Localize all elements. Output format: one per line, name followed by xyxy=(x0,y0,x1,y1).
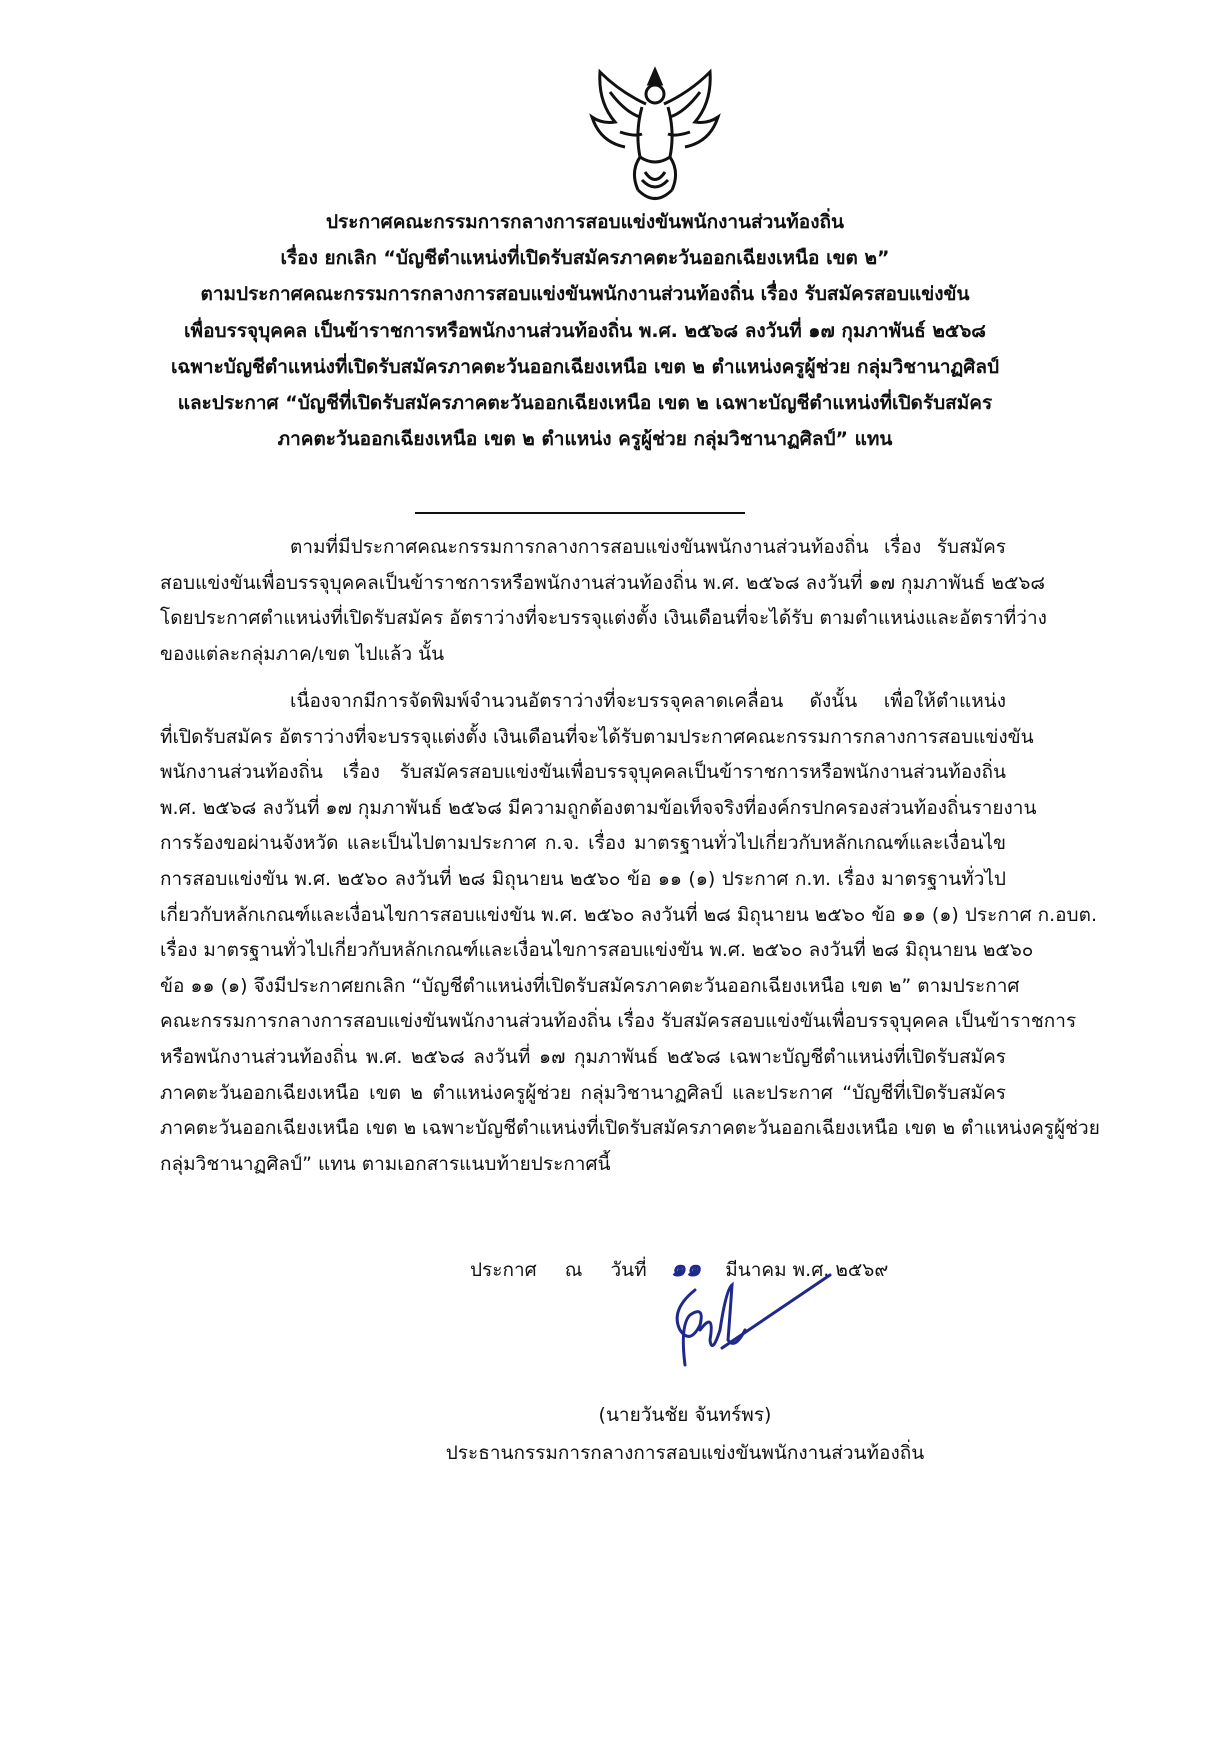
header-line: ตามประกาศคณะกรรมการกลางการสอบแข่งขันพนักงานส่วนท้องถิ่น เรื่อง รับสมัครสอบแข่งขัน xyxy=(200,283,970,306)
signer-name: (นายวันชัย จันทร์พร) xyxy=(598,1404,772,1426)
header-line: และประกาศ “บัญชีที่เปิดรับสมัครภาคตะวันออกเฉียงเหนือ เขต ๒ เฉพาะบัญชีตำแหน่งที่เปิดรับสมัคร xyxy=(177,392,993,415)
date-month-year: มีนาคม พ.ศ. ๒๕๖๙ xyxy=(725,1259,889,1281)
date-prefix: ประกาศ xyxy=(470,1259,537,1281)
header-line: ภาคตะวันออกเฉียงเหนือ เขต ๒ ตำแหน่ง ครูผู้ช่วย กลุ่มวิชานาฏศิลป์” แทน xyxy=(277,428,893,451)
garuda-emblem-icon xyxy=(580,62,730,212)
header-line: เพื่อบรรจุบุคคล เป็นข้าราชการหรือพนักงานส่วนท้องถิ่น พ.ศ. ๒๕๖๘ ลงวันที่ ๑๗ กุมภาพันธ์ ๒๕๖๘ xyxy=(184,319,986,342)
announcement-header xyxy=(140,204,1030,457)
body-line: สอบแข่งขันเพื่อบรรจุบุคคลเป็นข้าราชการหรือพนักงานส่วนท้องถิ่น พ.ศ. ๒๕๖๘ ลงวันที่ ๑๗ กุมภาพันธ์ ๒๕๖๘ xyxy=(160,571,1046,594)
body-line: การร้องขอผ่านจังหวัด และเป็นไปตามประกาศ ก.จ. เรื่อง มาตรฐานทั่วไปเกี่ยวกับหลักเกณฑ์และเงื่อนไข xyxy=(160,832,1006,855)
header-line: ประกาศคณะกรรมการกลางการสอบแข่งขันพนักงานส่วนท้องถิ่น xyxy=(325,211,844,233)
body-line: ภาคตะวันออกเฉียงเหนือ เขต ๒ เฉพาะบัญชีตำแหน่งที่เปิดรับสมัครภาคตะวันออกเฉียงเหนือ เขต ๒ ตำแหน่งครูผู้ช่วย xyxy=(160,1117,1100,1140)
header-divider xyxy=(415,512,745,514)
body-line: โดยประกาศตำแหน่งที่เปิดรับสมัคร อัตราว่างที่จะบรรจุแต่งตั้ง เงินเดือนที่จะได้รับ ตามตำแหน่งและอัตราที่ว่าง xyxy=(160,607,1047,630)
body-line: ที่เปิดรับสมัคร อัตราว่างที่จะบรรจุแต่งตั้ง เงินเดือนที่จะได้รับตามประกาศคณะกรรมการกลางการสอบแข่งขัน xyxy=(160,725,1034,748)
paragraph-2 xyxy=(160,684,1100,1182)
body-line: การสอบแข่งขัน พ.ศ. ๒๕๖๐ ลงวันที่ ๒๘ มิถุนายน ๒๕๖๐ ข้อ ๑๑ (๑) ประกาศ ก.ท. เรื่อง มาตรฐานทั่วไป xyxy=(160,867,1006,890)
date-at: ณ xyxy=(564,1259,583,1281)
body-line: หรือพนักงานส่วนท้องถิ่น พ.ศ. ๒๕๖๘ ลงวันที่ ๑๗ กุมภาพันธ์ ๒๕๖๘ เฉพาะบัญชีตำแหน่งที่เปิดรับสมัคร xyxy=(160,1045,1006,1068)
body-line: ของแต่ละกลุ่มภาค/เขต ไปแล้ว นั้น xyxy=(160,642,445,665)
date-day-label: วันที่ xyxy=(610,1259,647,1281)
body-line: คณะกรรมการกลางการสอบแข่งขันพนักงานส่วนท้องถิ่น เรื่อง รับสมัครสอบแข่งขันเพื่อบรรจุบุคคล เป็นข้าราชการ xyxy=(160,1010,1077,1033)
body-line: พ.ศ. ๒๕๖๘ ลงวันที่ ๑๗ กุมภาพันธ์ ๒๕๖๘ มีความถูกต้องตามข้อเท็จจริงที่องค์กรปกครองส่วนท้องถิ่นรายงาน xyxy=(160,796,1037,819)
body-line: ข้อ ๑๑ (๑) จึงมีประกาศยกเลิก “บัญชีตำแหน่งที่เปิดรับสมัครภาคตะวันออกเฉียงเหนือ เขต ๒” ตามประกาศ xyxy=(160,974,1020,997)
signature-icon xyxy=(660,1270,840,1380)
body-line: ภาคตะวันออกเฉียงเหนือ เขต ๒ ตำแหน่งครูผู้ช่วย กลุ่มวิชานาฏศิลป์ และประกาศ “บัญชีที่เปิดรับสมัคร xyxy=(160,1081,1006,1104)
date-day-handwritten: ๑๑ xyxy=(670,1254,702,1282)
body-line: เรื่อง มาตรฐานทั่วไปเกี่ยวกับหลักเกณฑ์และเงื่อนไขการสอบแข่งขัน พ.ศ. ๒๕๖๐ ลงวันที่ ๒๘ มิถุนายน ๒๕๖๐ xyxy=(160,939,1034,962)
body-line: เนื่องจากมีการจัดพิมพ์จำนวนอัตราว่างที่จะบรรจุคลาดเคลื่อน ดังนั้น เพื่อให้ตำแหน่ง xyxy=(290,690,1006,712)
body-line: พนักงานส่วนท้องถิ่น เรื่อง รับสมัครสอบแข่งขันเพื่อบรรจุบุคคลเป็นข้าราชการหรือพนักงานส่วนท้องถิ่น xyxy=(160,761,1006,784)
signer-title: ประธานกรรมการกลางการสอบแข่งขันพนักงานส่วนท้องถิ่น xyxy=(445,1442,925,1464)
header-line: เรื่อง ยกเลิก “บัญชีตำแหน่งที่เปิดรับสมัครภาคตะวันออกเฉียงเหนือ เขต ๒” xyxy=(280,247,890,270)
paragraph-1 xyxy=(160,530,1047,672)
body-line: เกี่ยวกับหลักเกณฑ์และเงื่อนไขการสอบแข่งขัน พ.ศ. ๒๕๖๐ ลงวันที่ ๒๘ มิถุนายน ๒๕๖๐ ข้อ ๑๑ (๑) ประกาศ ก.อบต. xyxy=(160,903,1097,926)
body-line: กลุ่มวิชานาฏศิลป์” แทน ตามเอกสารแนบท้ายประกาศนี้ xyxy=(160,1152,611,1175)
header-line: เฉพาะบัญชีตำแหน่งที่เปิดรับสมัครภาคตะวันออกเฉียงเหนือ เขต ๒ ตำแหน่งครูผู้ช่วย กลุ่มวิชานาฏศิลป์ xyxy=(170,355,1000,378)
body-line: ตามที่มีประกาศคณะกรรมการกลางการสอบแข่งขันพนักงานส่วนท้องถิ่น เรื่อง รับสมัคร xyxy=(290,536,1006,558)
